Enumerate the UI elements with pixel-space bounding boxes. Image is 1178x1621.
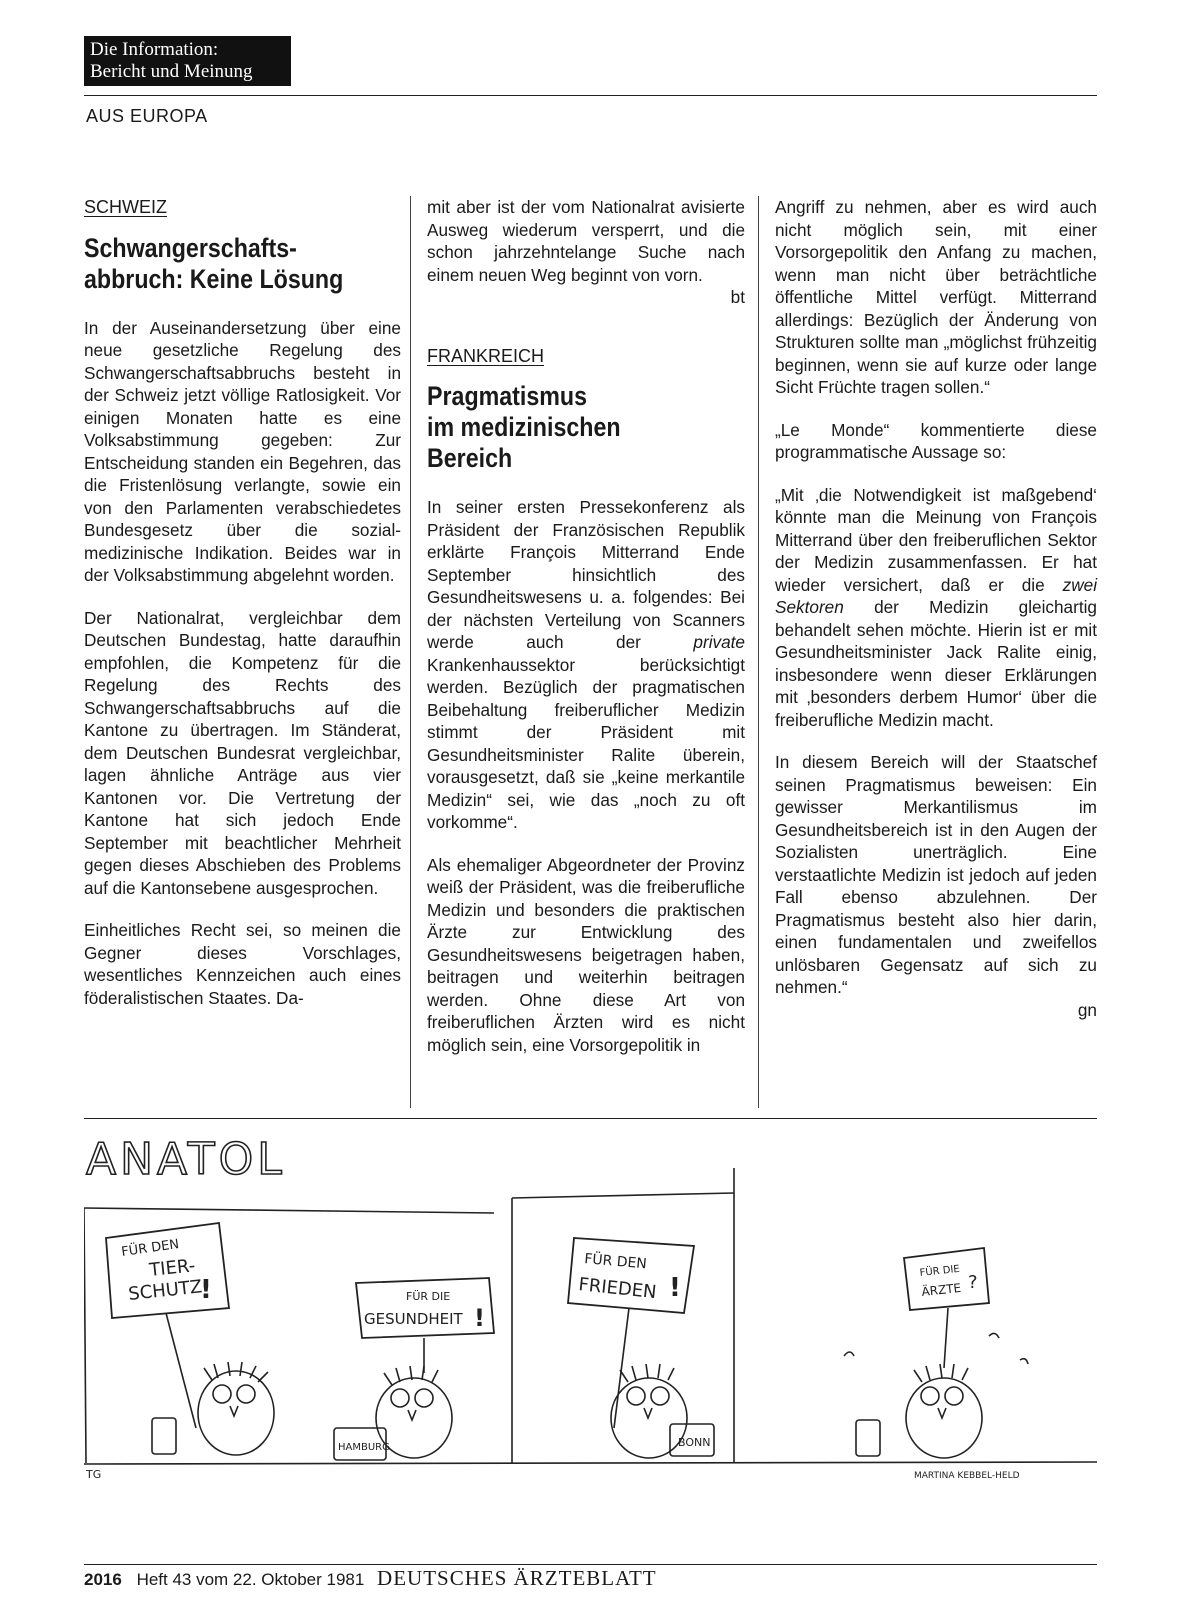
page-footer	[84, 1566, 657, 1591]
top-rule	[84, 95, 1097, 96]
owl-eye	[237, 1385, 255, 1403]
suitcase-4	[856, 1420, 880, 1456]
sign-2-line-2: GESUNDHEIT	[364, 1310, 463, 1328]
owl-eye	[651, 1387, 669, 1405]
column-1	[84, 196, 401, 1029]
article1-continued-text: mit aber ist der vom Nationalrat avisierte Ausweg wiederum versperrt, und die schon jahrzehntelange Suche nach einem neuen Weg beginnt von vorn.	[427, 197, 745, 285]
article1-paragraph-3: Einheitliches Recht sei, so meinen die Gegner dieses Vorschlages, wesentliches Kennzeichen auch eines föderalistischen Staates. Da-	[84, 920, 401, 1008]
article1-headline-line-2: abbruch: Keine Lösung	[84, 263, 344, 294]
article2-p1-part-b: Krankenhaussektor berücksichtigt werden. Bezüglich der pragmatischen Beibehaltung freiberuflicher Medizin stimmt der Präsident mit Gesundheitsminister Ralite überein, vorausgesetzt, daß sie „keine merkantile Medizin“ sei, wie das „noch zu oft vorkomme“.	[427, 654, 745, 832]
exclamation-1: !	[200, 1275, 212, 1305]
article1-headline	[84, 233, 402, 295]
comic-panel-frame	[84, 1208, 86, 1463]
suitcase-1	[152, 1418, 176, 1454]
article1-kicker: SCHWEIZ	[84, 197, 167, 217]
owl-beak	[644, 1408, 652, 1418]
article2-headline-line-3: Bereich	[427, 443, 513, 473]
article2-headline	[427, 381, 737, 474]
owl-eye	[627, 1387, 645, 1405]
anatol-comic-strip	[84, 1128, 1097, 1528]
article2-paragraph-1	[427, 496, 745, 834]
panel-1-owl	[85, 1223, 274, 1481]
owl-eye	[415, 1389, 433, 1407]
exclamation-2: !	[474, 1304, 485, 1332]
column-divider-1	[410, 196, 411, 1108]
owl-beak	[938, 1408, 946, 1418]
panel-4-owl	[844, 1248, 1028, 1481]
article2-paragraph-4	[775, 484, 1097, 732]
article2-kicker: FRANKREICH	[427, 345, 545, 366]
owl-feathers	[620, 1364, 674, 1382]
article2-paragraph-2-continued: Angriff zu nehmen, aber es wird auch nicht möglich sein, mit einer Vorsorgepolitik den Anfang zu machen, wenn man nicht über beträchtliche öffentliche Mittel verfügt. Mitterrand allerdings: Bezüglich der Änderung von Strukturen sollte man „möglichst frühzeitig beginnen, wenn sie auf kurze oder lange Sicht Früchte tragen sollen.“	[775, 197, 1097, 397]
section-title: AUS EUROPA	[86, 106, 208, 126]
article2-paragraph-5	[775, 751, 1097, 1021]
motion-marks	[844, 1333, 1028, 1364]
sign-4-line-2: ÄRZTE	[920, 1280, 962, 1299]
sign-pole-1	[166, 1313, 196, 1428]
article2-p1-emphasis: private	[693, 632, 745, 652]
suitcase-3-label: BONN	[678, 1436, 711, 1449]
article2-paragraph-2: Als ehemaliger Abgeordneter der Provinz weiß der Präsident, was die freiberufliche Medizin und besonders die praktischen Ärzte zur Entwicklung des Gesundheitswesens beigetragen haben, beitragen und weiterhin beitragen werden. Ohne diese Art von freiberuflichen Ärzten wird es nicht möglich sein, eine Vorsorgepolitik in	[427, 854, 745, 1055]
article1-signature: bt	[730, 287, 745, 307]
article1-paragraph-1: In der Auseinandersetzung über eine neue gesetzliche Regelung des Schwangerschaftsabbruchs besteht in der Schweiz jetzt völlige Ratlosigkeit. Vor einigen Monaten hatte es eine Volksabstimmung gegeben: Zur Entscheidung standen ein Begehren, das die Fristenlösung verlangte, sowie ein von den Parlamenten verabschiedetes Bundesgesetz über die sozial-medizinische Indikation. Beides war in der Volksabstimmung abgelehnt worden.	[84, 317, 401, 585]
journal-name: DEUTSCHES ÄRZTEBLATT	[377, 1566, 657, 1590]
article2-signature: gn	[1077, 999, 1097, 1020]
exclamation-3: !	[669, 1273, 681, 1303]
column-2	[427, 196, 745, 1076]
column-divider-2	[758, 196, 759, 1108]
owl-eye	[391, 1389, 409, 1407]
column-3	[775, 196, 1097, 1041]
article2-p4-part-b: der Medizin gleichartig behandelt sehen möchte. Hierin ist er mit Gesundheitsminister Jack Ralite einig, insbesondere wenn dieser Erklärungen mit ‚besonders derbem Humor‘ über die freiberufliche Medizin macht.	[775, 597, 1097, 730]
owl-eye	[921, 1387, 939, 1405]
question-mark-4: ?	[968, 1272, 978, 1293]
sign-pole-3	[614, 1308, 629, 1428]
article1-headline-line-1: Schwangerschafts-	[84, 232, 297, 263]
article2-p4-part-a: „Mit ‚die Notwendigkeit ist maßgebend‘ könnte man die Meinung von François Mitterrand über den freiberuflichen Sektor der Medizin zusammenfassen. Er hat wieder versichert, daß er die	[775, 484, 1097, 595]
article2-headline-line-1: Pragmatismus	[427, 381, 588, 411]
cartoonist-signature: MARTINA KEBBEL-HELD	[914, 1471, 1020, 1481]
sign-4-line-1: FÜR DIE	[919, 1263, 961, 1279]
comic-title: ANATOL	[86, 1134, 286, 1185]
sign-3-line-1: FÜR DEN	[583, 1251, 648, 1273]
suitcase-2-label: HAMBURG	[338, 1442, 390, 1453]
comic-top-rule	[84, 1118, 1097, 1119]
panel-3-owl	[568, 1238, 714, 1458]
article1-paragraph-3-continued	[427, 196, 745, 309]
sign-1-line-3: SCHUTZ	[127, 1276, 204, 1305]
rubric-badge	[84, 36, 291, 86]
owl-beak	[408, 1410, 416, 1420]
owl-beak	[230, 1406, 238, 1416]
sign-2-line-1: FÜR DIE	[406, 1290, 451, 1303]
article2-p5-text: In diesem Bereich will der Staatschef seinen Pragmatismus beweisen: Ein gewisser Merkantilismus im Gesundheitsbereich ist in den Augen der Sozialisten unerträglich. Eine verstaatlichte Medizin ist jedoch auf jeden Fall ebenso abzulehnen. Der Pragmatismus besteht also hier darin, einen fundamentalen und zweifellos unlösbaren Gegensatz auf sich zu nehmen.“	[775, 752, 1097, 997]
page-number: 2016	[84, 1570, 122, 1589]
article2-p4-emphasis: zwei Sektoren	[775, 574, 1098, 617]
comic-ground-line	[84, 1462, 1097, 1464]
owl-body-3	[611, 1378, 687, 1458]
sign-1-line-1: FÜR DEN	[120, 1237, 181, 1260]
artist-mark: TG	[86, 1468, 102, 1481]
rubric-line-1: Die Information:	[90, 39, 219, 60]
sign-pole-4	[944, 1308, 948, 1368]
article2-headline-line-2: im medizinischen	[427, 412, 621, 442]
article1-paragraph-2: Der Nationalrat, vergleichbar dem Deutschen Bundestag, hatte daraufhin empfohlen, die Kompetenz für die Regelung des Rechts des Schwangerschaftsabbruchs auf die Kantone zu übertragen. Im Ständerat, dem Deutschen Bundesrat vergleichbar, lagen ähnliche Anträge aus vier Kantonen vor. Die Vertretung der Kantone hat sich jedoch Ende September mit beachtlicher Mehrheit gegen dieses Abschieben des Problems auf die Kantonsebene ausgesprochen.	[84, 607, 401, 898]
sign-1-line-2: TIER-	[148, 1255, 197, 1281]
article2-p1-part-a: In seiner ersten Pressekonferenz als Präsident der Französischen Republik erklärte François Mitterrand Ende September hinsichtlich des Gesundheitswesens u. a. folgendes: Bei der nächsten Verteilung von Scanners werde auch der	[427, 497, 745, 652]
owl-eye	[945, 1387, 963, 1405]
owl-body-4	[906, 1378, 982, 1458]
comic-panel-frame	[84, 1208, 494, 1213]
article2-paragraph-3: „Le Monde“ kommentierte diese programmatische Aussage so:	[775, 419, 1097, 462]
article2-signature-row	[775, 999, 1097, 1022]
issue-info: Heft 43 vom 22. Oktober 1981	[136, 1570, 365, 1589]
comic-panel-frame	[512, 1193, 734, 1198]
rubric-line-2: Bericht und Meinung	[90, 61, 253, 82]
panel-2-owl	[334, 1278, 494, 1460]
sign-3-line-2: FRIEDEN	[577, 1274, 658, 1304]
footer-rule	[84, 1564, 1097, 1565]
owl-eye	[213, 1385, 231, 1403]
article1-signature-row	[427, 286, 745, 309]
owl-feathers	[914, 1364, 968, 1382]
